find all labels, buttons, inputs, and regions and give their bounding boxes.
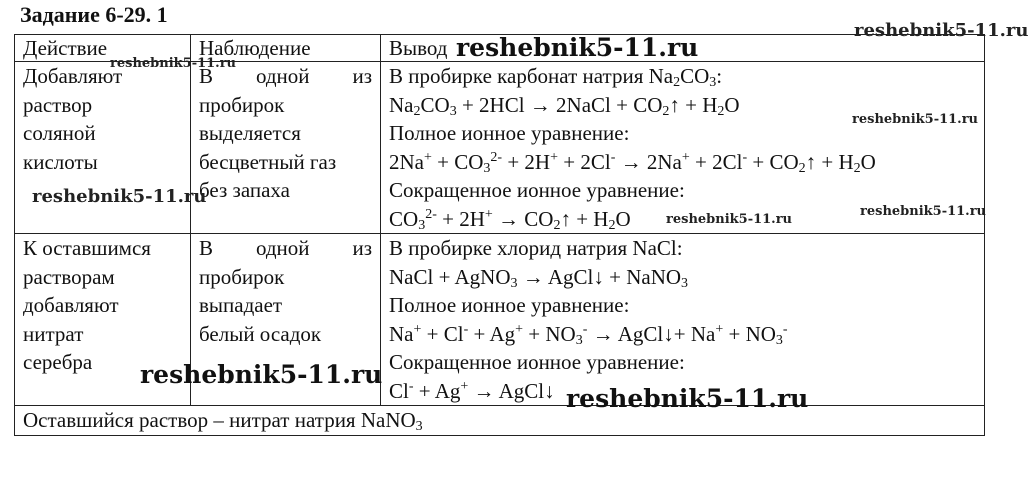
task-title: Задание 6-29. 1: [20, 2, 168, 27]
conclusion-cell: [381, 234, 985, 406]
obs-line: В одной из: [199, 236, 372, 260]
obs-line: В одной из: [199, 64, 372, 88]
table-row: [15, 62, 985, 234]
equation-short-ionic: $CO_3^{2-} + 2H^+$ → $CO_2↑ + H_2O$: [389, 206, 631, 233]
full-ionic-label: Полное ионное уравнение:: [389, 293, 630, 317]
header-observation: Наблюдение: [191, 35, 381, 62]
watermark: reshebnik5-11.ru: [566, 384, 809, 413]
equation-full-ionic: $Na^+ + Cl^- + Ag^+ + NO_3^-$ → AgCl↓+ $Na^+ + NO_3^-$: [389, 321, 788, 348]
action-cell: К оставшимся растворам добавляют нитрат серебра: [15, 234, 191, 406]
header-conclusion: Вывод: [381, 35, 985, 62]
watermark: reshebnik5-11.ru: [110, 56, 237, 71]
equation-full-ionic: $2Na^+ + CO_3^{2-} + 2H^+ + 2Cl^- \to 2Na^+ + 2Cl^-$ + $CO_2↑ + H_2O$: [389, 149, 876, 176]
equation-molecular: NaCl + AgNO$_3$ → AgCl↓ + NaNO$_3$: [389, 264, 689, 291]
action-cell: Добавляют раствор соляной кислоты: [15, 62, 191, 234]
observation-cell: В одной из пробирок выпадает белый осадок: [191, 234, 381, 406]
watermark: reshebnik5-11.ru: [140, 360, 383, 389]
watermark: reshebnik5-11.ru: [860, 204, 987, 219]
equation-molecular: $Na_2CO_3 + 2HCl$ → 2NaCl + $CO_2↑ + H_2O$: [389, 92, 740, 119]
short-ionic-label: Сокращенное ионное уравнение:: [389, 350, 685, 374]
watermark: reshebnik5-11.ru: [32, 186, 207, 207]
conclusion-line: В пробирке карбонат натрия $Na_2CO_3$:: [389, 64, 723, 90]
final-conclusion: Оставшийся раствор – нитрат натрия NaNO$_3$: [15, 406, 985, 436]
watermark: reshebnik5-11.ru: [666, 212, 793, 227]
watermark: reshebnik5-11.ru: [456, 33, 699, 62]
full-ionic-label: Полное ионное уравнение:: [389, 121, 630, 145]
conclusion-line: В пробирке хлорид натрия NaCl:: [389, 236, 683, 260]
equation-short-ionic: Cl- + Ag+ → AgCl↓: [389, 378, 555, 403]
observation-cell: В одной из пробирок выделяется бесцветный газ без запаха: [191, 62, 381, 234]
short-ionic-label: Сокращенное ионное уравнение:: [389, 178, 685, 202]
final-row: [15, 406, 985, 436]
watermark: reshebnik5-11.ru: [852, 112, 979, 127]
header-action: Действие: [15, 35, 191, 62]
watermark: reshebnik5-11.ru: [854, 20, 1028, 41]
